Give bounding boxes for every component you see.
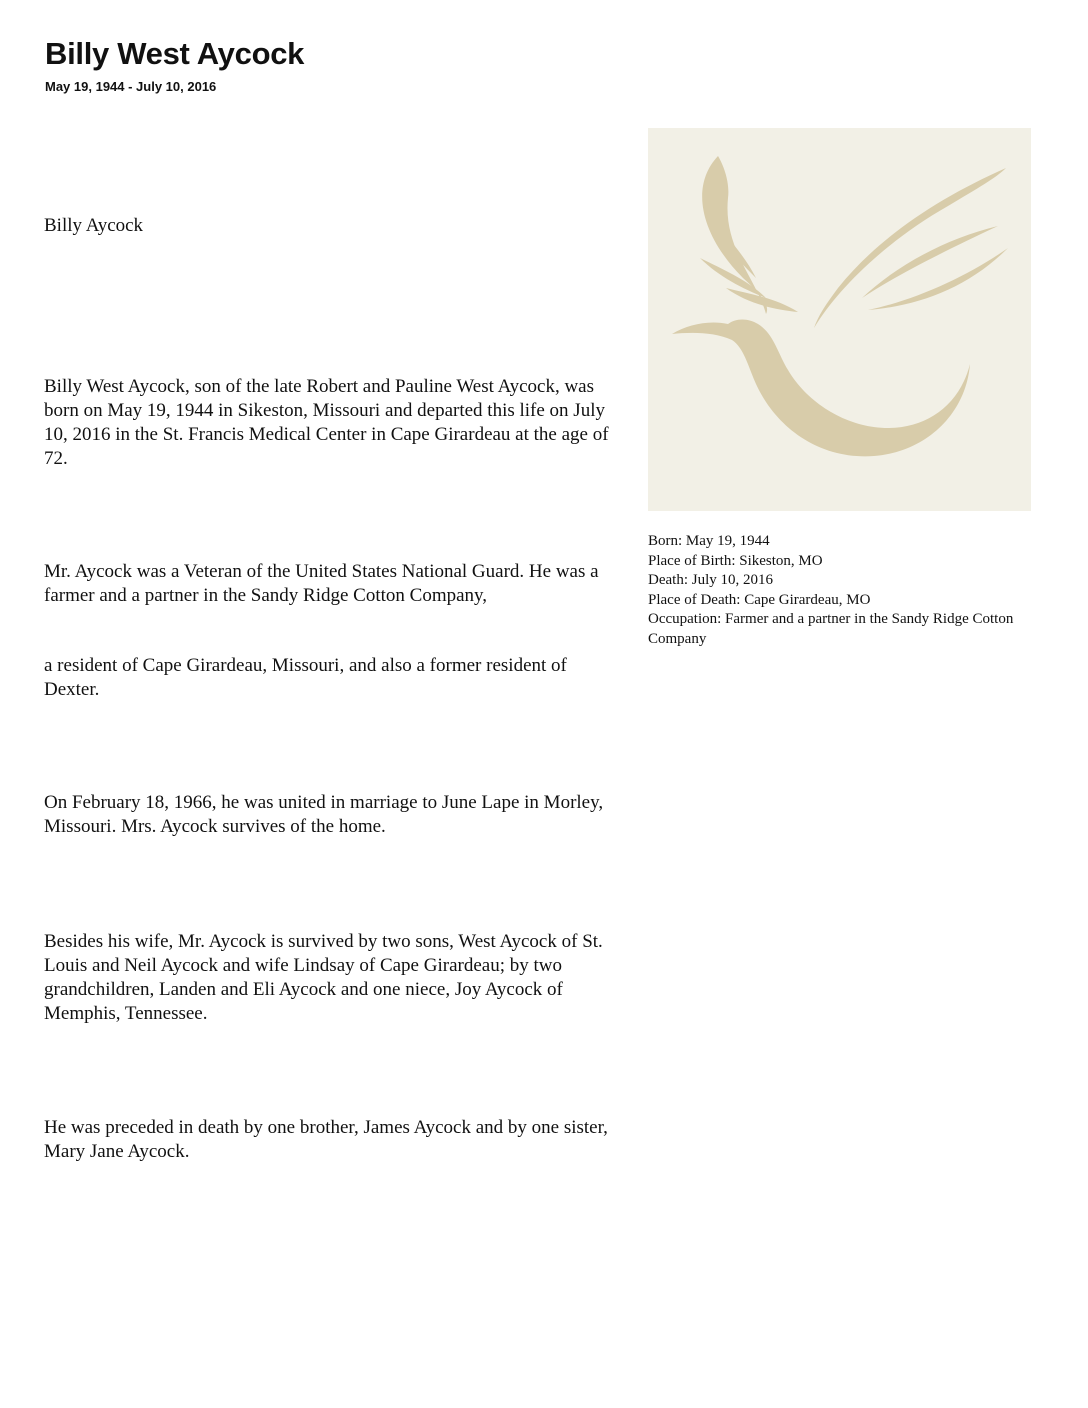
obituary-paragraph: Besides his wife, Mr. Aycock is survived by two sons, West Aycock of St. Louis and Neil Aycock and wife Lindsay of Cape Girardeau; by two grandchildren, Landen and Eli Aycock and one niece, Joy Aycock of Memphis, Tennessee.	[44, 931, 603, 1024]
fact-occupation: Occupation: Farmer and a partner in the Sandy Ridge Cotton Company	[648, 611, 1014, 647]
memorial-photo	[648, 128, 1031, 511]
obituary-paragraph: He was preceded in death by one brother, James Aycock and by one sister, Mary Jane Aycock.	[44, 1117, 608, 1162]
fact-place-of-birth: Place of Birth: Sikeston, MO	[648, 552, 823, 569]
fact-place-of-death: Place of Death: Cape Girardeau, MO	[648, 591, 871, 608]
obituary-paragraph: a resident of Cape Girardeau, Missouri, and also a former resident of Dexter.	[44, 655, 567, 700]
obituary-paragraph: On February 18, 1966, he was united in marriage to June Lape in Morley, Missouri. Mrs. Aycock survives of the home.	[44, 792, 604, 837]
fact-death: Death: July 10, 2016	[648, 572, 773, 588]
page-title: Billy West Aycock	[45, 36, 305, 71]
fact-born: Born: May 19, 1944	[648, 533, 770, 549]
obituary-paragraph: Mr. Aycock was a Veteran of the United States National Guard. He was a farmer and a partner in the Sandy Ridge Cotton Company,	[44, 561, 599, 606]
obituary-paragraph: Billy West Aycock, son of the late Robert and Pauline West Aycock, was born on May 19, 1944 in Sikeston, Missouri and departed this life on July 10, 2016 in the St. Francis Medical Center in Cape Girardeau at the age of 72.	[44, 376, 609, 469]
vital-facts	[648, 532, 1043, 649]
short-name: Billy Aycock	[44, 215, 144, 236]
life-dates: May 19, 1944 - July 10, 2016	[45, 79, 217, 94]
dove-icon	[648, 128, 1031, 511]
